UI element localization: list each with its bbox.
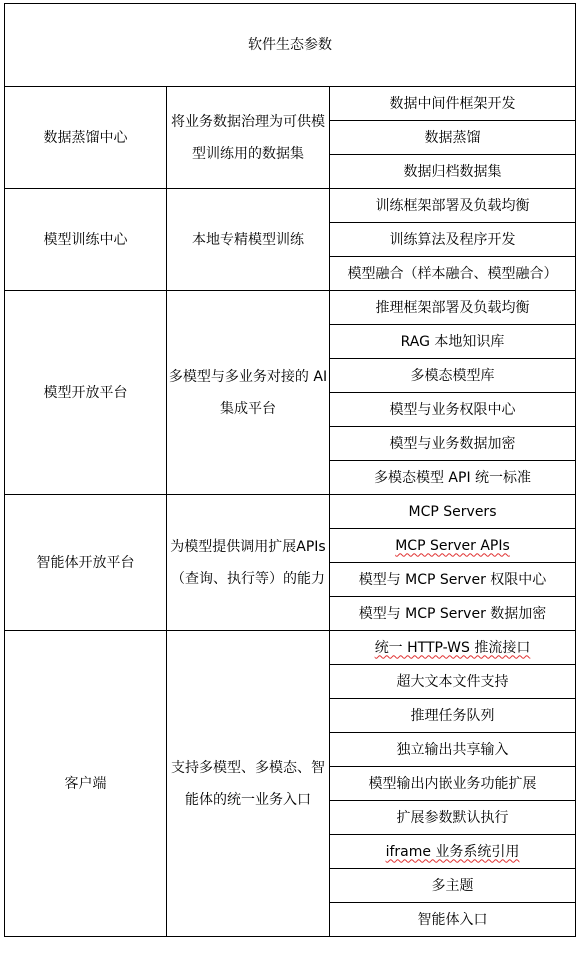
feature-item: 数据蒸馏 bbox=[330, 121, 576, 155]
section-description-model-open-platform: 多模型与多业务对接的 AI 集成平台 bbox=[167, 291, 330, 495]
feature-item: 模型与 MCP Server 数据加密 bbox=[330, 597, 576, 631]
feature-item bbox=[330, 529, 576, 563]
feature-item: 模型与业务权限中心 bbox=[330, 393, 576, 427]
feature-item: 扩展参数默认执行 bbox=[330, 801, 576, 835]
feature-item: 推理任务队列 bbox=[330, 699, 576, 733]
feature-item: 训练算法及程序开发 bbox=[330, 223, 576, 257]
feature-item bbox=[330, 835, 576, 869]
feature-item: 超大文本文件支持 bbox=[330, 665, 576, 699]
feature-item: 独立输出共享输入 bbox=[330, 733, 576, 767]
feature-item: MCP Servers bbox=[330, 495, 576, 529]
feature-item: RAG 本地知识库 bbox=[330, 325, 576, 359]
feature-item-text: MCP Server APIs bbox=[395, 537, 510, 554]
feature-item: 数据归档数据集 bbox=[330, 155, 576, 189]
feature-item bbox=[330, 631, 576, 665]
section-name-agent-open-platform: 智能体开放平台 bbox=[5, 495, 167, 631]
section-description-agent-open-platform: 为模型提供调用扩展APIs（查询、执行等）的能力 bbox=[167, 495, 330, 631]
section-description-client: 支持多模型、多模态、智能体的统一业务入口 bbox=[167, 631, 330, 937]
section-description-data-distillation: 将业务数据治理为可供模型训练用的数据集 bbox=[167, 87, 330, 189]
feature-item-text: iframe 业务系统引用 bbox=[385, 843, 520, 860]
software-ecosystem-table bbox=[4, 3, 576, 937]
section-name-data-distillation: 数据蒸馏中心 bbox=[5, 87, 167, 189]
feature-item: 训练框架部署及负载均衡 bbox=[330, 189, 576, 223]
section-name-model-open-platform: 模型开放平台 bbox=[5, 291, 167, 495]
feature-item: 模型输出内嵌业务功能扩展 bbox=[330, 767, 576, 801]
feature-item: 多模态模型库 bbox=[330, 359, 576, 393]
feature-item: 数据中间件框架开发 bbox=[330, 87, 576, 121]
section-name-model-training: 模型训练中心 bbox=[5, 189, 167, 291]
feature-item: 多模态模型 API 统一标准 bbox=[330, 461, 576, 495]
section-name-client: 客户端 bbox=[5, 631, 167, 937]
feature-item: 多主题 bbox=[330, 869, 576, 903]
section-description-model-training: 本地专精模型训练 bbox=[167, 189, 330, 291]
feature-item: 模型与 MCP Server 权限中心 bbox=[330, 563, 576, 597]
feature-item: 模型融合（样本融合、模型融合） bbox=[330, 257, 576, 291]
table-title: 软件生态参数 bbox=[5, 4, 576, 87]
feature-item: 推理框架部署及负载均衡 bbox=[330, 291, 576, 325]
feature-item-text: 统一 HTTP-WS 推流接口 bbox=[374, 639, 531, 656]
feature-item: 模型与业务数据加密 bbox=[330, 427, 576, 461]
feature-item: 智能体入口 bbox=[330, 903, 576, 937]
